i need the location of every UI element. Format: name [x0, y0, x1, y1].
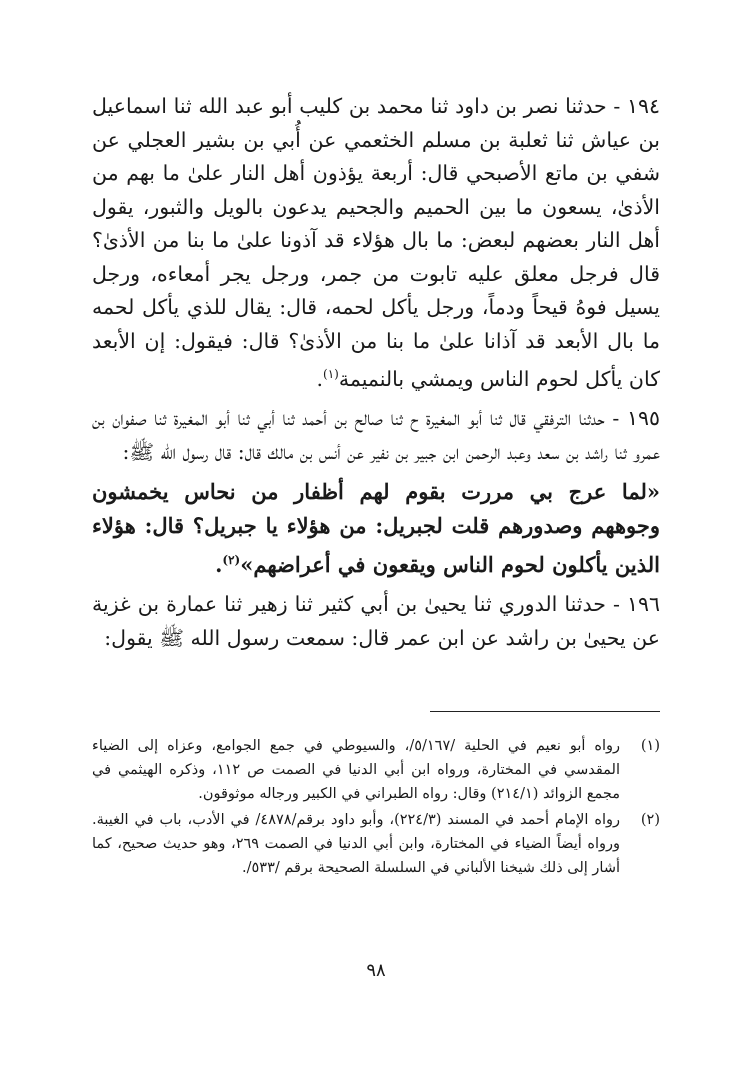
- footnote-2: [92, 808, 660, 880]
- footnote-1-text: رواه أبو نعيم في الحلية /٥/١٦٧/، والسيوطي في جمع الجوامع، وعزاه إلى الضياء المقدسي في المختارة، ورواه ابن أبي الدنيا في الصمت ص ١١٢، وذكره الهيثمي في مجمع الزوائد (٢١٤/١) وقال: رواه الطبراني في الكبير ورجاله موثوقون.: [92, 738, 620, 803]
- footnote-1: [92, 734, 660, 806]
- hadith-196: [92, 588, 660, 655]
- footnote-divider: [430, 711, 660, 712]
- hadith-195-quote-text: «لما عرج بي مررت بقوم لهم أظفار من نحاس يخمشون وجوههم وصدورهم قلت لجبريل: من هؤلاء يا جبريل؟ قال: هؤلاء الذين يأكلون لحوم الناس ويقعون في أعراضهم»: [92, 479, 660, 578]
- hadith-194-text: ١٩٤ - حدثنا نصر بن داود ثنا محمد بن كليب أبو عبد الله ثنا اسماعيل بن عياش ثنا ثعلبة بن مسلم الخثعمي عن أُبي بن بشير العجلي عن شفي بن ماتع الأصبحي قال: أربعة يؤذون أهل النار علىٰ ما بهم من الأذىٰ، يسعون ما بين الحميم والجحيم يدعون بالويل والثبور، يقول أهل النار بعضهم لبعض: ما بال هؤلاء قد آذونا علىٰ ما بنا من الأذىٰ؟ قال فرجل معلق عليه تابوت من جمر، ورجل يجر أمعاءه، ورجل يسيل فوهُ قيحاً ودماً، ورجل يأكل لحمه، قال: يقال للذي يأكل لحمه ما بال الأبعد قد آذانا علىٰ ما بنا من الأذىٰ؟ قال: فيقول: إن الأبعد كان يأكل لحوم الناس ويمشي بالنميمة: [92, 94, 660, 391]
- footnote-2-mark: (٢): [640, 812, 660, 829]
- hadith-195-text: ١٩٥ - حدثنا الترفقي قال ثنا أبو المغيرة ح ثنا صالح بن أحمد ثنا أبي ثنا أبو المغيرة ثنا صفوان بن عمرو ثنا راشد بن سعد وعبد الرحمن ابن جبير بن نفير عن أنس بن مالك قال: قال رسول الله ﷺ:: [92, 406, 660, 464]
- main-text: [92, 90, 660, 655]
- hadith-194: ١٩٤ - حدثنا نصر بن داود ثنا محمد بن كليب أبو عبد الله ثنا اسماعيل بن عياش ثنا ثعلبة بن مسلم الخثعمي عن أُبي بن بشير العجلي عن شفي بن ماتع الأصبحي قال: أربعة يؤذون أهل النار علىٰ ما بهم من الأذىٰ، يسعون ما بين الحميم والجحيم يدعون بالويل والثبور، يقول أهل النار بعضهم لبعض: ما بال هؤلاء قد آذونا علىٰ ما بنا من الأذىٰ؟ قال فرجل معلق عليه تابوت من جمر، ورجل يجر أمعاءه، ورجل يسيل فوهُ قيحاً ودماً، ورجل يأكل لحمه، قال: يقال للذي يأكل لحمه ما بال الأبعد قد آذانا علىٰ ما بنا من الأذىٰ؟ قال: فيقول: إن الأبعد كان يأكل لحوم الناس ويمشي بالنميمة$^{(١)}$.: [92, 94, 660, 391]
- hadith-195-quote: «لما عرج بي مررت بقوم لهم أظفار من نحاس يخمشون وجوههم وصدورهم قلت لجبريل: من هؤلاء يا جبريل؟ قال: هؤلاء الذين يأكلون لحوم الناس ويقعون في أعراضهم»$^{(٢)}$.: [92, 479, 660, 578]
- footnote-ref-1: (١): [323, 367, 339, 381]
- footnotes: [92, 734, 660, 880]
- page-number: ٩٨: [366, 960, 386, 981]
- footnote-ref-2: (٢): [222, 553, 241, 568]
- hadith-196-text: ١٩٦ - حدثنا الدوري ثنا يحيىٰ بن أبي كثير ثنا زهير ثنا عمارة بن غزية عن يحيىٰ بن راشد عن ابن عمر قال: سمعت رسول الله ﷺ يقول:: [92, 592, 660, 650]
- footnote-1-mark: (١): [640, 738, 660, 755]
- hadith-195: [92, 402, 660, 469]
- footnote-2-text: رواه الإمام أحمد في المسند (٢٢٤/٣)، وأبو داود برقم/٤٨٧٨/ في الأدب، باب في الغيبة. ورواه أيضاً الضياء في المختارة، وابن أبي الدنيا في الصمت ٢٦٩، وهو حديث صحيح، كما أشار إلى ذلك شيخنا الألباني في السلسلة الصحيحة برقم /٥٣٣/.: [92, 812, 620, 877]
